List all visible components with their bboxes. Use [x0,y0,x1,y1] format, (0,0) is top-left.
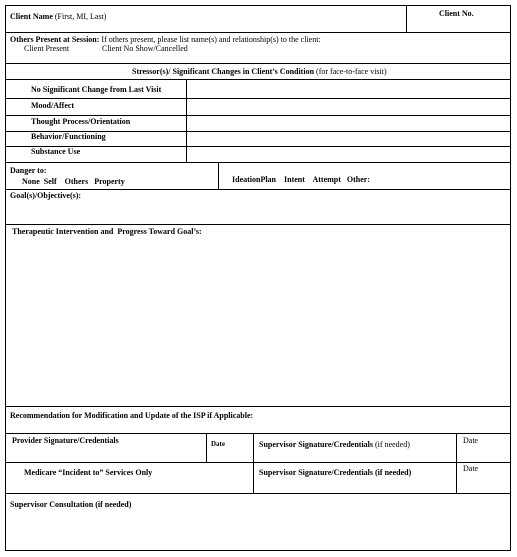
recommendation-label: Recommendation for Modification and Update of the ISP if Applicable: [10,411,254,420]
stressor-row-substance: Substance Use [31,147,81,156]
supervisor-signature-label-1: Supervisor Signature/Credentials [259,440,374,449]
supervisor-signature-field-2[interactable] [253,462,457,494]
ideation-options[interactable]: IdeationPlan Intent Attempt Other: [232,175,370,184]
others-present-section[interactable] [5,32,511,64]
stressor-row-no-change: No Significant Change from Last Visit [31,85,162,94]
supervisor-date-label-2: Date [463,464,479,473]
client-name-hint: (First, MI, Last) [54,12,107,21]
goals-section[interactable] [5,189,511,225]
provider-signature-label: Provider Signature/Credentials [12,436,119,445]
medicare-field[interactable] [5,462,254,494]
supervisor-signature-hint-1: (if needed) [375,440,410,449]
supervisor-signature-label-2: Supervisor Signature/Credentials (if needed) [259,468,412,477]
recommendation-section[interactable] [5,406,511,434]
supervisor-consultation-section[interactable] [5,493,511,551]
stressors-heading-label: Stressor(s)/ Significant Changes in Client’s Condition [132,67,315,76]
goals-label: Goal(s)/Objective(s): [10,191,82,200]
others-present-label: Others Present at Session: [10,35,100,44]
ideation-section[interactable] [218,162,511,190]
intervention-section[interactable] [5,224,511,407]
intervention-label: Therapeutic Intervention and Progress Toward Goal’s: [12,227,202,236]
stressors-heading-hint: (for face-to-face visit) [316,67,387,76]
client-present-option[interactable]: Client Present [24,44,70,53]
stressor-row-mood: Mood/Affect [31,101,75,110]
provider-date-field[interactable] [206,433,254,463]
supervisor-signature-field-1[interactable] [253,433,457,463]
danger-label: Danger to: [10,166,47,175]
stressor-input-mood[interactable] [187,99,510,115]
danger-section[interactable] [5,162,219,190]
stressor-input-thought[interactable] [187,116,510,131]
stressor-input-substance[interactable] [187,147,510,162]
stressor-input-behavior[interactable] [187,132,510,146]
client-name-field[interactable] [5,5,407,33]
supervisor-date-field-2[interactable] [456,462,511,494]
client-no-show-option[interactable]: Client No Show/Cancelled [102,44,188,53]
others-present-hint: If others present, please list name(s) and relationship(s) to the client: [101,35,321,44]
client-number-field[interactable] [406,5,511,33]
client-name-label: Client Name [10,12,53,21]
provider-date-label: Date [211,440,225,448]
supervisor-date-label-1: Date [463,436,479,445]
stressor-row-thought: Thought Process/Orientation [31,117,131,126]
medicare-label: Medicare “Incident to” Services Only [24,468,153,477]
provider-signature-field[interactable] [5,433,207,463]
client-number-label: Client No. [439,9,474,18]
danger-options[interactable]: None Self Others Property [22,177,125,186]
supervisor-date-field-1[interactable] [456,433,511,463]
stressor-input-no-change[interactable] [187,80,510,98]
stressors-heading [5,63,511,80]
stressor-row-behavior: Behavior/Functioning [31,132,106,141]
supervisor-consultation-label: Supervisor Consultation (if needed) [10,500,132,509]
